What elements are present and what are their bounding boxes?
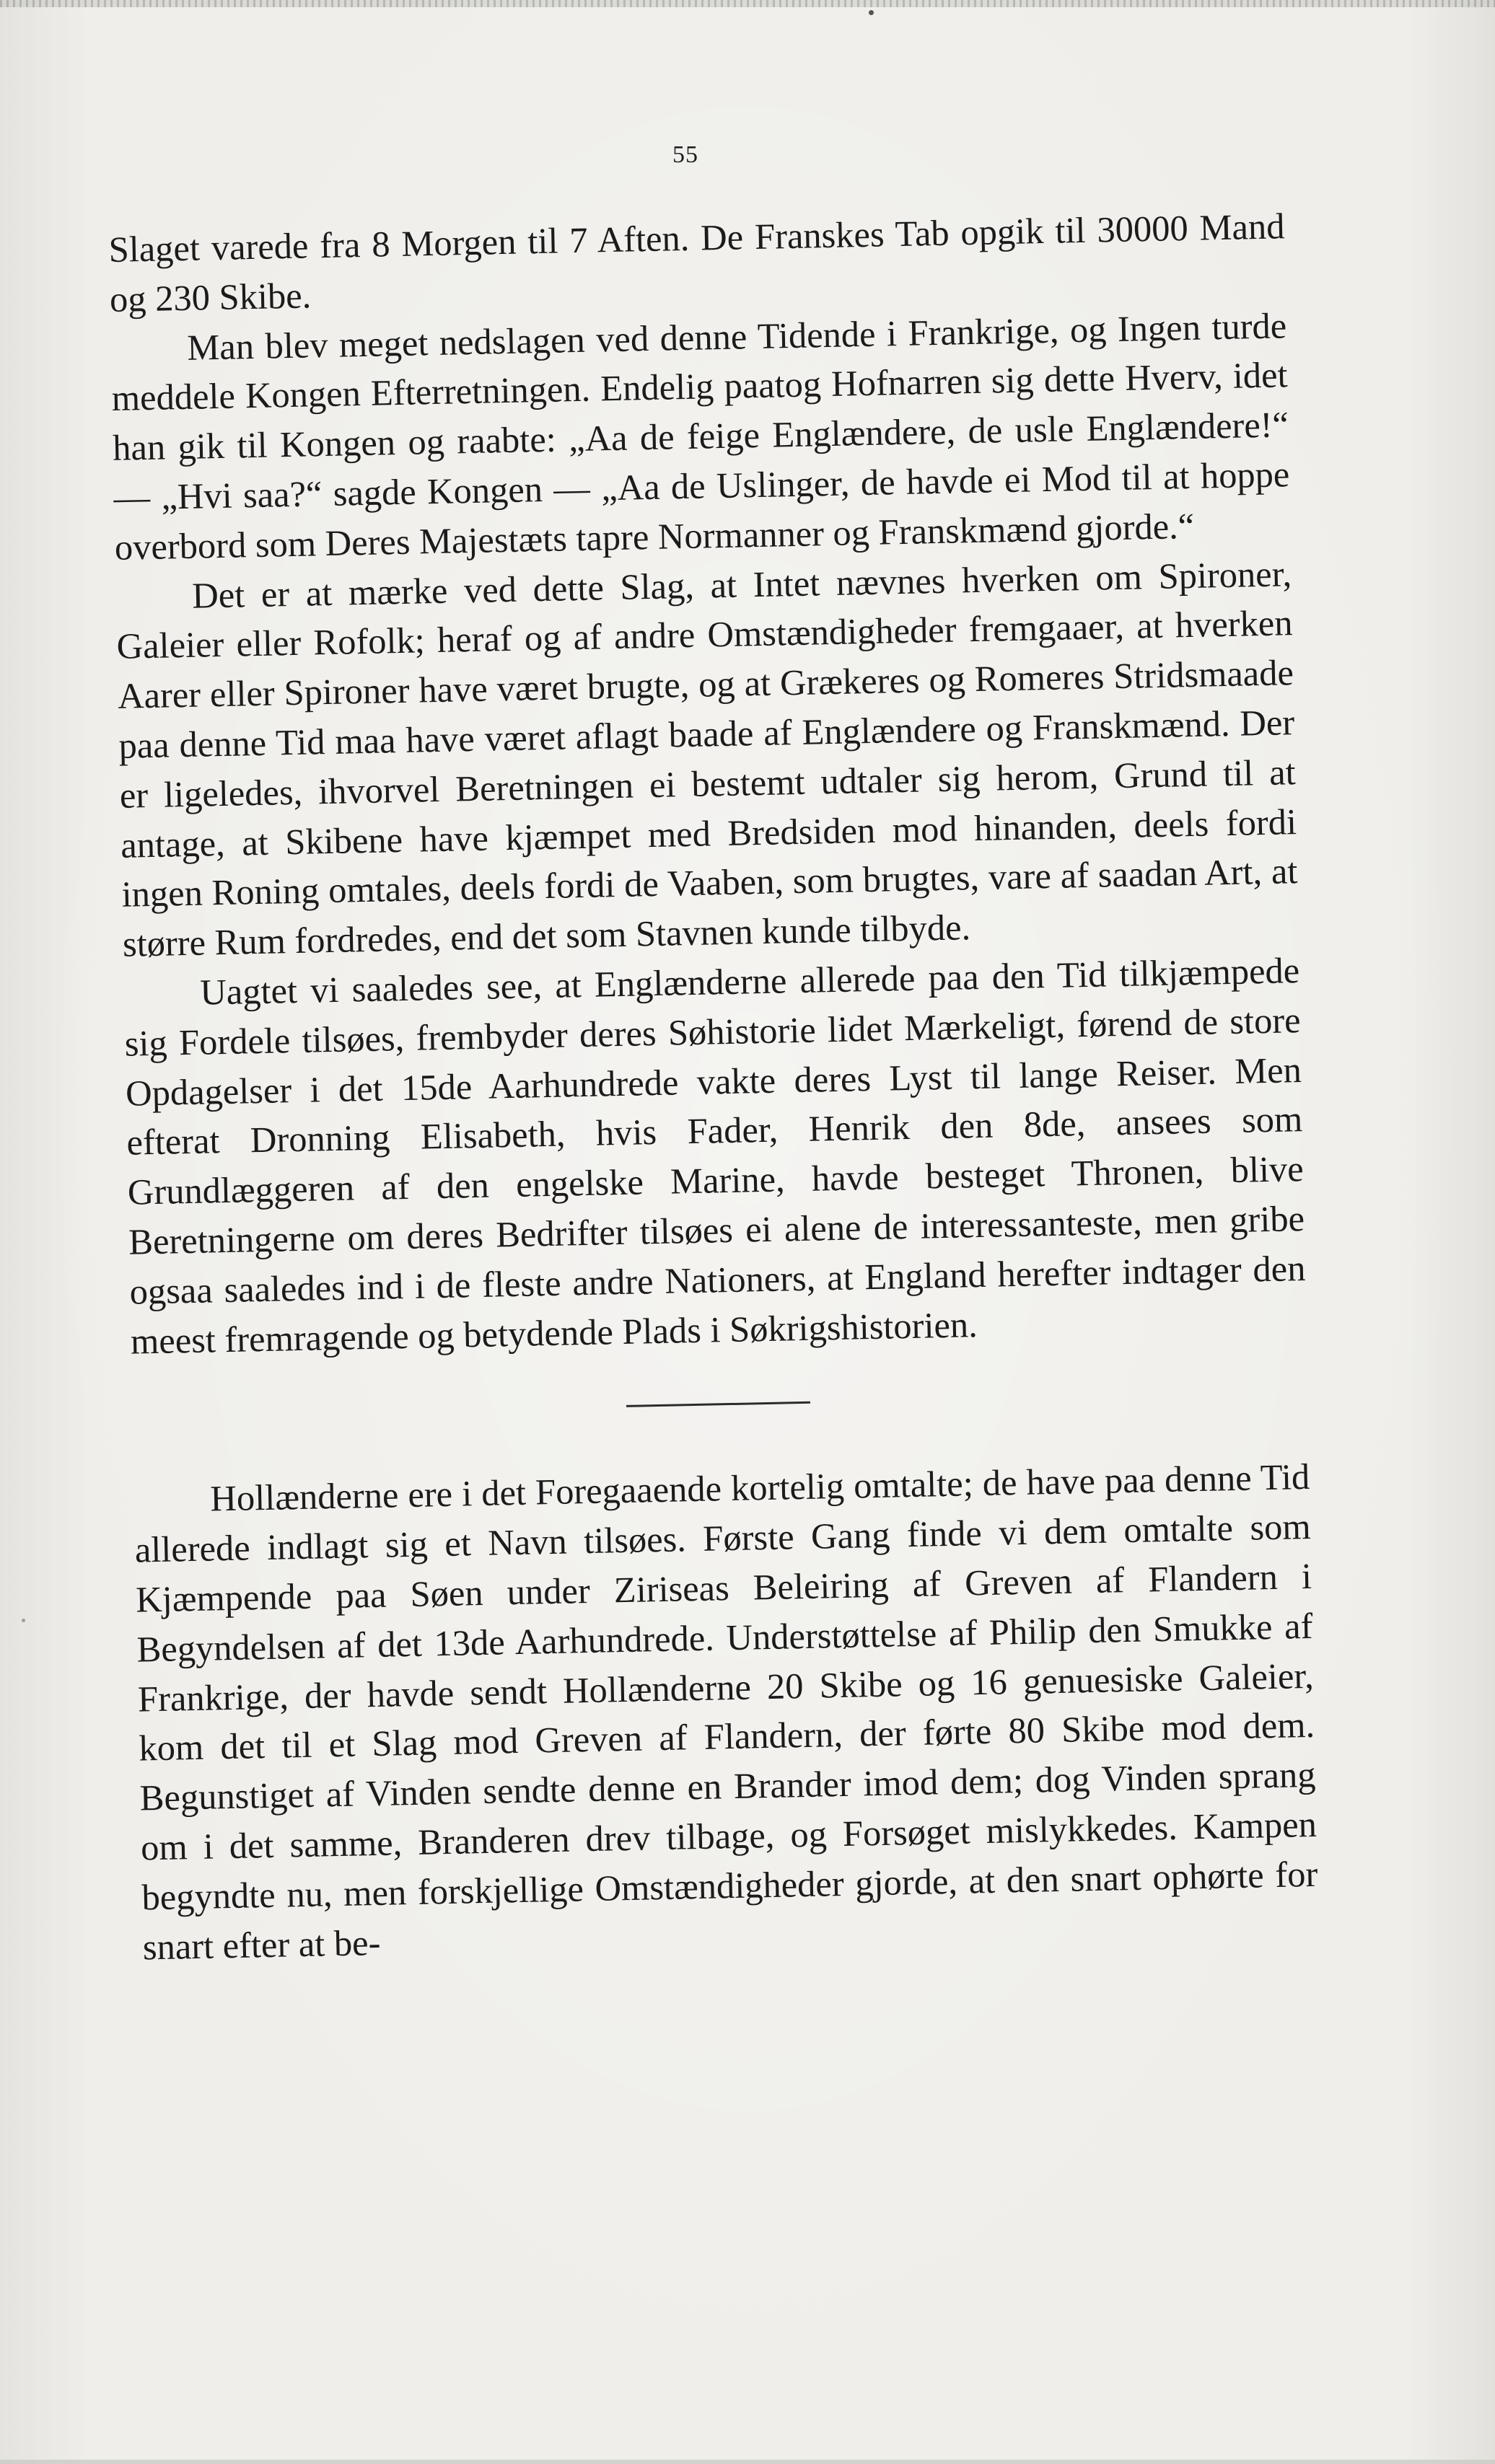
paragraph-5: Hollænderne ere i det Foregaaende kortelig omtalte; de have paa denne Tid allerede indlagt sig et Navn tilsøes. Første Gang finde vi dem omtalte som Kjæmpende paa Søen under Ziriseas Beleiring af Greven af Flandern i Begyndelsen af det 13de Aarhundrede. Understøttelse af Philip den Smukke af Frankrige, der havde sendt Hollænderne 20 Skibe og 16 genuesiske Galeier, kom det til et Slag mod Greven af Flandern, der førte 80 Skibe mod dem. Begunstiget af Vinden sendte denne en Brander imod dem; dog Vinden sprang om i det samme, Branderen drev tilbage, og Forsøget mislykkedes. Kampen begyndte nu, men forskjellige Omstændigheder gjorde, at den snart ophørte for snart efter at be- <box>134 1456 1318 1968</box>
ink-speck <box>22 1619 25 1622</box>
paragraph-1: Slaget varede fra 8 Morgen til 7 Aften. De Franskes Tab opgik til 30000 Mand og 230 Skibe. <box>108 206 1285 320</box>
paragraph-3: Det er at mærke ved dette Slag, at Intet nævnes hverken om Spironer, Galeier eller Rofolk; heraf og af andre Omstændigheder fremgaaer, at hverken Aarer eller Spironer have været brugte, og at Grækeres og Romeres Stridsmaade paa denne Tid maa have været aflagt baade af Englændere og Franskmænd. Der er ligeledes, ihvorvel Beretningen ei bestemt udtaler sig herom, Grund til at antage, at Skibene have kjæmpet med Bredsiden mod hinanden, deels fordi ingen Roning omtales, deels fordi de Vaaben, som brugtes, vare af saadan Art, at større Rum fordredes, end det som Stavnen kunde tilbyde. <box>116 553 1298 964</box>
page-number: 55 <box>672 141 698 168</box>
paragraph-4: Uagtet vi saaledes see, at Englænderne allerede paa den Tid tilkjæmpede sig Fordele tilsøes, frembyder deres Søhistorie lidet Mærkeligt, førend de store Opdagelser i det 15de Aarhundrede vakte deres Lyst til lange Reiser. Men efterat Dronning Elisabeth, hvis Fader, Henrik den 8de, ansees som Grundlæggeren af den engelske Marine, havde besteget Thronen, blive Beretningerne om deres Bedrifter tilsøes ei alene de interessanteste, men gribe ogsaa saaledes ind i de fleste andre Nationers, at England herefter indtager den meest fremragende og betydende Plads i Søkrigshistorien. <box>124 950 1306 1362</box>
ink-speck <box>869 10 874 15</box>
section-hollaenderne <box>133 1452 1319 1972</box>
page-top-edge <box>0 0 1495 7</box>
divider-rule <box>626 1402 810 1407</box>
paragraph-2: Man blev meget nedslagen ved denne Tidende i Frankrige, og Ingen turde meddele Kongen Efterretningen. Endelig paatog Hofnarren sig dette Hverv, idet han gik til Kongen og raabte: „Aa de feige Englændere, de usle Englændere!“ — „Hvi saa?“ sagde Kongen — „Aa de Uslinger, de havde ei Mod til at hoppe overbord som Deres Majestæts tapre Normanner og Franskmænd gjorde.“ <box>111 304 1290 568</box>
body-text <box>108 201 1319 1972</box>
page-bottom-edge <box>0 2460 1495 2464</box>
